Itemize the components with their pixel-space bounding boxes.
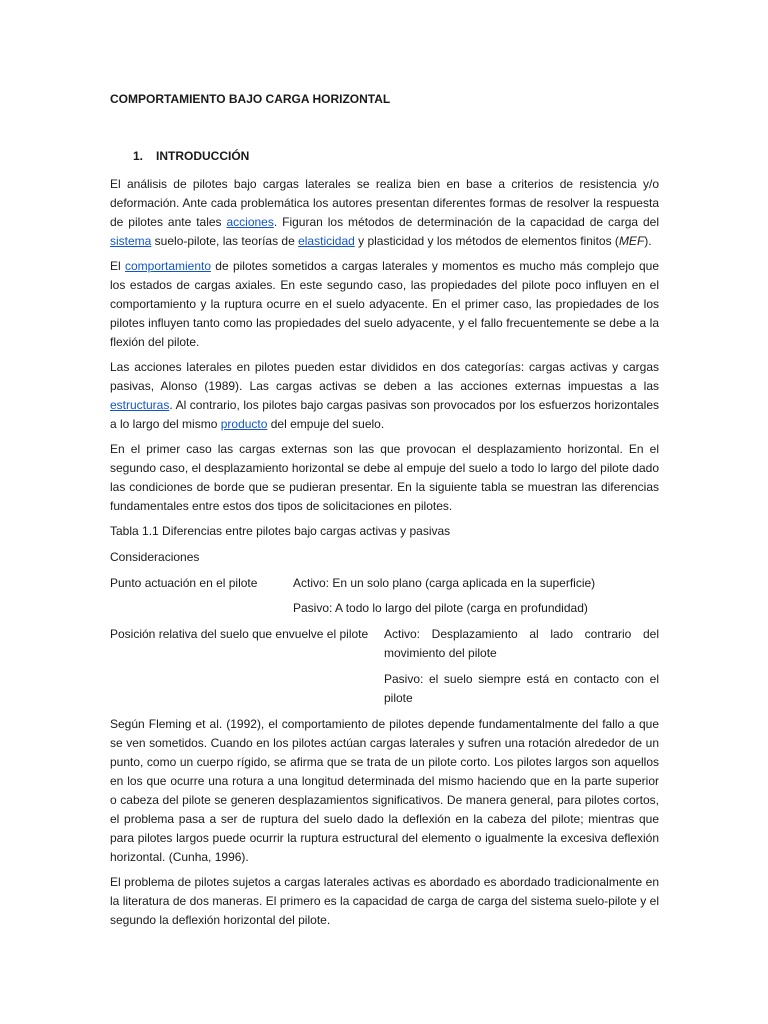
table-key: Posición relativa del suelo que envuelve el pilote	[110, 627, 369, 641]
section-heading	[110, 147, 659, 166]
paragraph-1	[110, 175, 659, 251]
mef-italic: MEF	[618, 234, 645, 248]
link-estructuras[interactable]: estructuras	[110, 398, 170, 412]
section-label: INTRODUCCIÓN	[156, 149, 250, 163]
table-row	[110, 574, 659, 593]
link-comportamiento[interactable]: comportamiento	[124, 259, 212, 273]
text-run: del empuje del suelo.	[267, 417, 385, 431]
text-run: de pilotes sometidos a cargas laterales y momentos es mucho más complejo que los estados de cargas axiales. En este segundo caso, las propiedades del pilote poco influyen en el comportamiento y la ruptura ocurre en el suelo adyacente. En el primer caso, las propiedades de los pilotes influyen tanto como las propiedades del suelo adyacente, y el fallo frecuentemente se debe a la flexión del pilote.	[110, 259, 659, 349]
table-key: Punto actuación en el pilote	[110, 576, 258, 590]
document-body	[110, 90, 659, 936]
text-run: El	[110, 259, 125, 273]
paragraph-5: Según Fleming et al. (1992), el comportamiento de pilotes depende fundamentalmente del fallo a que se ven sometidos. Cuando en los pilotes actúan cargas laterales y sufren una rotación alrededor de un punto, como un cuerpo rígido, se afirma que se trata de un pilote corto. Los pilotes largos son aquellos en los que ocurre una rotura a una longitud determinada del mismo haciendo que en la parte superior o cabeza del pilote se generen desplazamientos significativos. De manera general, para pilotes cortos, el problema pasa a ser de ruptura del suelo dado la deflexión en la cabeza del pilote; mientras que para pilotes largos puede ocurrir la ruptura estructural del elemento o igualmente la excesiva deflexión horizontal. (Cunha, 1996).	[110, 717, 659, 864]
text-run: El análisis de pilotes bajo cargas laterales se realiza bien en base a criterios de resistencia y/o deformación. Ante cada problemática los autores presentan diferentes formas de resolver la respuesta de pilotes ante tales	[110, 177, 659, 229]
table-caption: Tabla 1.1 Diferencias entre pilotes bajo cargas activas y pasivas	[110, 524, 451, 538]
section-number: 1.	[133, 149, 144, 163]
text-run: y plasticidad y los métodos de elementos finitos (	[354, 234, 619, 248]
table-value-active: Activo: Desplazamiento al lado contrario del movimiento del pilote	[384, 627, 659, 660]
text-run: Las acciones laterales en pilotes pueden estar divididos en dos categorías: cargas activas y cargas pasivas, Alonso (1989). Las cargas activas se deben a las acciones externas impuestas a las	[110, 360, 659, 393]
link-acciones[interactable]: acciones	[226, 215, 274, 229]
paragraph-3	[110, 358, 659, 434]
text-run: . Al contrario, los pilotes bajo cargas pasivas son provocados por los esfuerzos horizontales a lo largo del mismo	[110, 398, 659, 431]
link-producto[interactable]: producto	[220, 417, 268, 431]
document-title: COMPORTAMIENTO BAJO CARGA HORIZONTAL	[110, 92, 391, 106]
table-header-consideraciones: Consideraciones	[110, 550, 200, 564]
text-run: ).	[644, 234, 652, 248]
paragraph-4: En el primer caso las cargas externas son las que provocan el desplazamiento horizontal. En el segundo caso, el desplazamiento horizontal se debe al empuje del suelo a todo lo largo del pilote dado las condiciones de borde que se pudieran presentar. En la siguiente tabla se muestran las diferencias fundamentales entre estos dos tipos de solicitaciones en pilotes.	[110, 442, 659, 513]
table-value-active: Activo: En un solo plano (carga aplicada en la superficie)	[293, 576, 596, 590]
table-value-passive: Pasivo: el suelo siempre está en contacto con el pilote	[384, 672, 659, 705]
paragraph-6: El problema de pilotes sujetos a cargas laterales activas es abordado es abordado tradicionalmente en la literatura de dos maneras. El primero es la capacidad de carga de carga del sistema suelo-pilote y el segundo la deflexión horizontal del pilote.	[110, 875, 659, 927]
text-run: suelo-pilote, las teorías de	[151, 234, 299, 248]
paragraph-2	[110, 257, 659, 352]
link-elasticidad[interactable]: elasticidad	[298, 234, 355, 248]
table-value-passive: Pasivo: A todo lo largo del pilote (carga en profundidad)	[293, 601, 588, 615]
table-row	[110, 625, 659, 663]
text-run: . Figuran los métodos de determinación de la capacidad de carga del	[273, 215, 660, 229]
link-sistema[interactable]: sistema	[110, 234, 152, 248]
